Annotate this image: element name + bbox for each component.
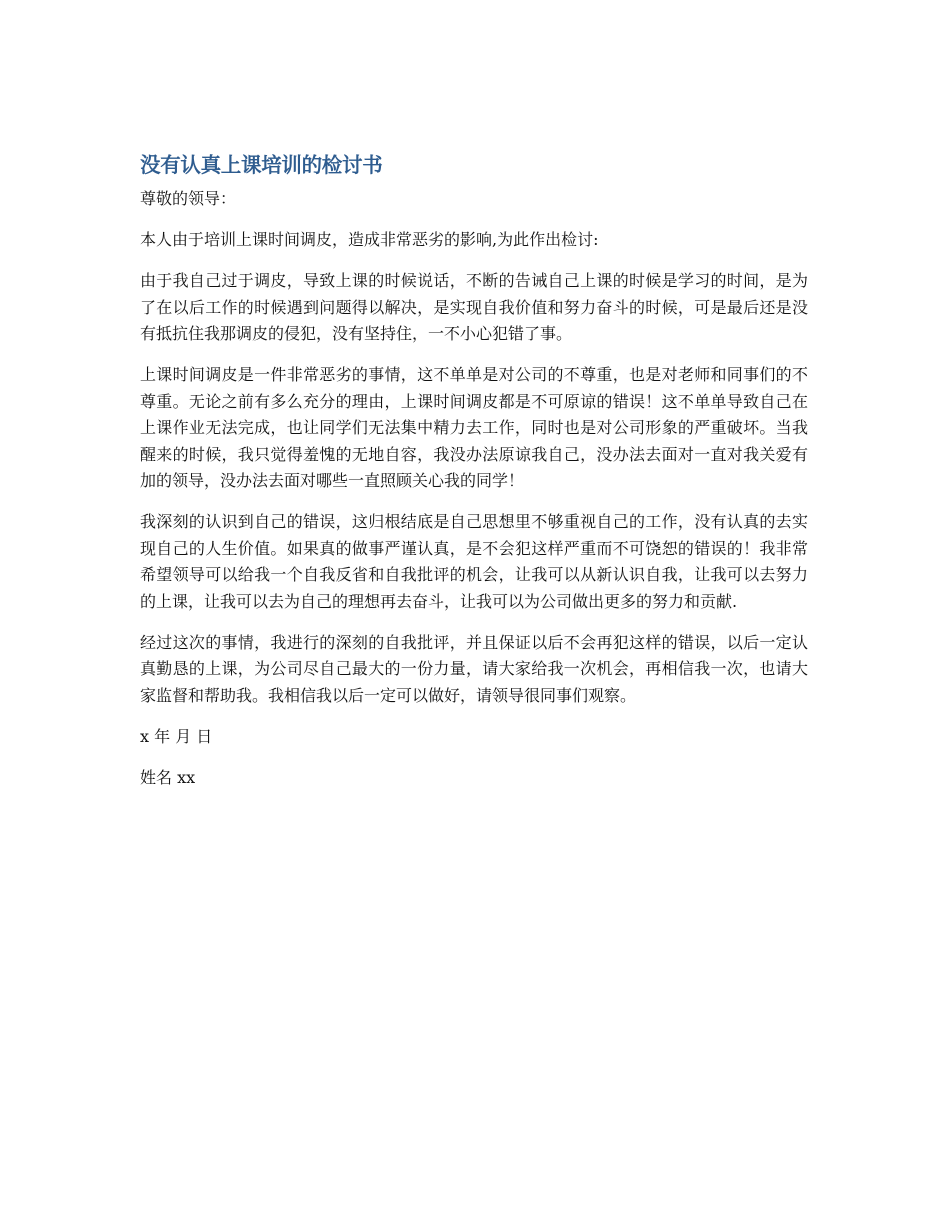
paragraph-reason: 由于我自己过于调皮，导致上课的时候说话，不断的告诫自己上课的时候是学习的时间，是为了在以后工作的时候遇到问题得以解决，是实现自我价值和努力奋斗的时候，可是最后还是没有抵抗住我那调皮的侵犯，没有坚持住，一不小心犯错了事。 xyxy=(140,271,808,343)
salutation: 尊敬的领导： xyxy=(140,189,237,208)
paragraph-consequence: 上课时间调皮是一件非常恶劣的事情，这不单单是对公司的不尊重，也是对老师和同事们的不尊重。无论之前有多么充分的理由，上课时间调皮都是不可原谅的错误！这不单单导致自己在上课作业无法完成，也让同学们无法集中精力去工作，同时也是对公司形象的严重破坏。当我醒来的时候，我只觉得羞愧的无地自容，我没办法原谅我自己，没办法去面对一直对我关爱有加的领导，没办法去面对哪些一直照顾关心我的同学！ xyxy=(140,365,808,490)
document-title: 没有认真上课培训的检讨书 xyxy=(140,153,383,177)
paragraph-intro: 本人由于培训上课时间调皮，造成非常恶劣的影响,为此作出检讨: xyxy=(140,230,599,249)
paragraph-promise: 经过这次的事情，我进行的深刻的自我批评，并且保证以后不会再犯这样的错误，以后一定认真勤恳的上课，为公司尽自己最大的一份力量，请大家给我一次机会，再相信我一次，也请大家监督和帮助我。我相信我以后一定可以做好，请领导很同事们观察。 xyxy=(140,632,808,705)
document-page xyxy=(140,148,808,791)
paragraph-reflection: 我深刻的认识到自己的错误，这归根结底是自己思想里不够重视自己的工作，没有认真的去实现自己的人生价值。如果真的做事严谨认真，是不会犯这样严重而不可饶恕的错误的！我非常希望领导可以给我一个自我反省和自我批评的机会，让我可以从新认识自我，让我可以去努力的上课，让我可以去为自己的理想再去奋斗，让我可以为公司做出更多的努力和贡献. xyxy=(140,512,808,611)
signature-name: 姓名 xx xyxy=(140,767,196,787)
date-line: x 年 月 日 xyxy=(140,726,213,746)
